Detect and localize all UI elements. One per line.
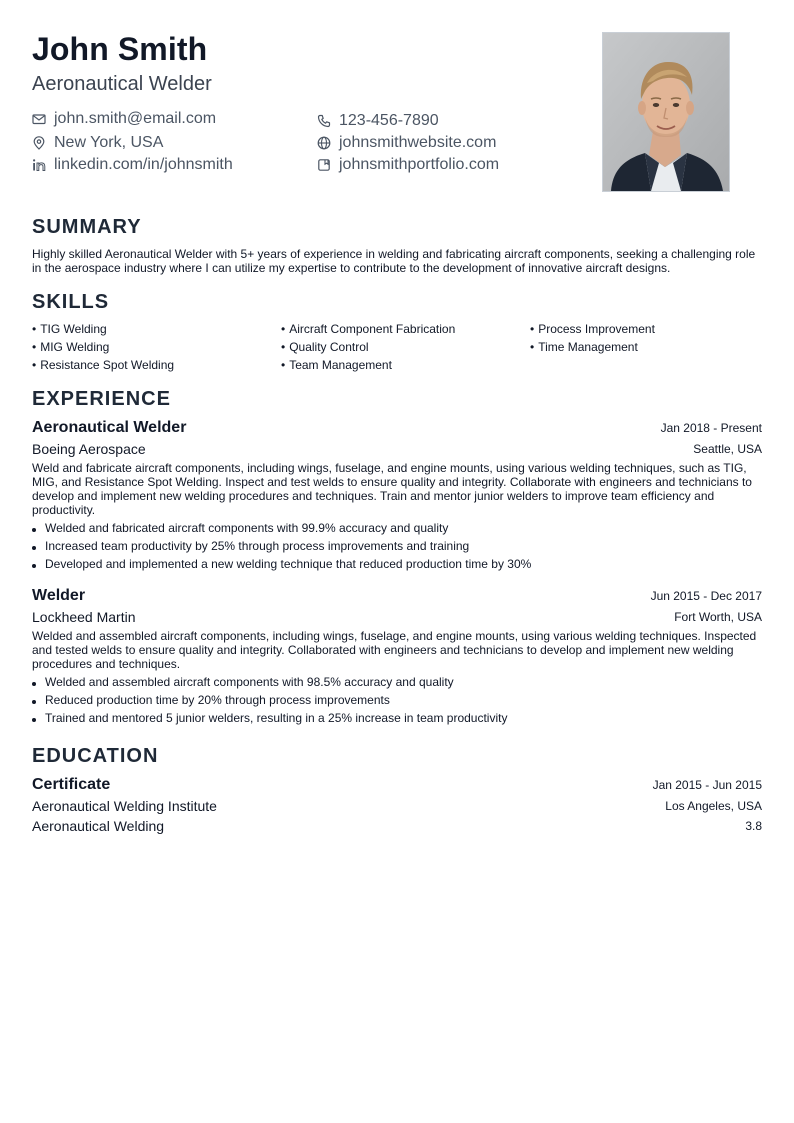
- profile-photo: [602, 32, 730, 192]
- contact-location-text: New York, USA: [54, 134, 164, 151]
- job-bullet: Trained and mentored 5 junior welders, resulting in a 25% increase in team productivity: [32, 711, 507, 725]
- education-field: Aeronautical Welding: [32, 818, 165, 834]
- education-institution: Aeronautical Welding Institute: [32, 798, 217, 814]
- education-dates: Jan 2015 - Jun 2015: [652, 778, 762, 792]
- skill-item: • MIG Welding: [32, 340, 110, 354]
- skill-item: • TIG Welding: [32, 322, 107, 336]
- contact-linkedin[interactable]: [32, 156, 233, 174]
- experience-heading: EXPERIENCE: [32, 388, 171, 410]
- skills-heading: SKILLS: [32, 291, 110, 313]
- job-company: Lockheed Martin: [32, 609, 136, 625]
- skill-item: • Resistance Spot Welding: [32, 358, 175, 372]
- job-dates: Jun 2015 - Dec 2017: [650, 589, 762, 603]
- contact-website-text: johnsmithwebsite.com: [339, 134, 497, 151]
- job-title: Welder: [32, 587, 86, 604]
- candidate-name: John Smith: [32, 31, 208, 67]
- job-bullet: Increased team productivity by 25% through process improvements and training: [32, 539, 469, 553]
- contact-phone-text: 123-456-7890: [339, 112, 439, 129]
- contact-location: [32, 134, 163, 152]
- job-description: Weld and fabricate aircraft components, including wings, fuselage, and engine mounts, using various welding techniques, such as TIG, MIG, and Resistance Spot Welding. Inspect and test welds to ensure quality and integrity. Collaborate with engineers and technicians to develop and implement new welding procedures and techniques. Train and mentor junior welders to improve team efficiency and productivity.: [32, 461, 752, 517]
- portfolio-icon: [317, 158, 331, 172]
- job-bullet: Developed and implemented a new welding technique that reduced production time by 30%: [32, 557, 531, 571]
- education-location: Los Angeles, USA: [665, 799, 762, 813]
- mail-icon: [32, 112, 46, 126]
- job-location: Seattle, USA: [693, 442, 762, 456]
- summary-heading: SUMMARY: [32, 216, 142, 238]
- job-description: Welded and assembled aircraft components, including wings, fuselage, and engine mounts, using various welding techniques. Inspected and tested welds to ensure quality and integrity. Collaborated with engineers and technicians to develop and implement new welding procedures and techniques.: [32, 629, 757, 671]
- skill-item: • Team Management: [281, 358, 392, 372]
- job-dates: Jan 2018 - Present: [660, 421, 762, 435]
- skill-item: • Time Management: [530, 340, 638, 354]
- education-grade: 3.8: [745, 819, 762, 833]
- job-location: Fort Worth, USA: [674, 610, 762, 624]
- contact-portfolio[interactable]: [317, 156, 499, 174]
- globe-icon: [317, 136, 331, 150]
- contact-website[interactable]: [317, 134, 496, 152]
- skill-item: • Quality Control: [281, 340, 369, 354]
- contact-portfolio-text: johnsmithportfolio.com: [339, 156, 500, 173]
- candidate-headline: Aeronautical Welder: [32, 73, 212, 95]
- education-degree: Certificate: [32, 776, 111, 793]
- map-pin-icon: [32, 136, 46, 150]
- summary-text: Highly skilled Aeronautical Welder with 5+ years of experience in welding and fabricating aircraft components, seeking a challenging role in the aerospace industry where I can utilize my expertise to contribute to the development of innovative aircraft designs.: [32, 247, 756, 275]
- phone-icon: [317, 114, 331, 128]
- contact-email-text: john.smith@email.com: [54, 110, 217, 127]
- contact-linkedin-text: linkedin.com/in/johnsmith: [54, 156, 233, 173]
- job-company: Boeing Aerospace: [32, 441, 146, 457]
- skill-item: • Process Improvement: [530, 322, 655, 336]
- job-bullet: Welded and fabricated aircraft components with 99.9% accuracy and quality: [32, 521, 448, 535]
- linkedin-icon: [32, 158, 46, 172]
- job-bullet: Welded and assembled aircraft components with 98.5% accuracy and quality: [32, 675, 454, 689]
- education-heading: EDUCATION: [32, 745, 159, 767]
- skill-item: • Aircraft Component Fabrication: [281, 322, 456, 336]
- contact-phone[interactable]: [317, 112, 439, 130]
- job-title: Aeronautical Welder: [32, 419, 187, 436]
- contact-email[interactable]: [32, 110, 216, 128]
- job-bullet: Reduced production time by 20% through process improvements: [32, 693, 390, 707]
